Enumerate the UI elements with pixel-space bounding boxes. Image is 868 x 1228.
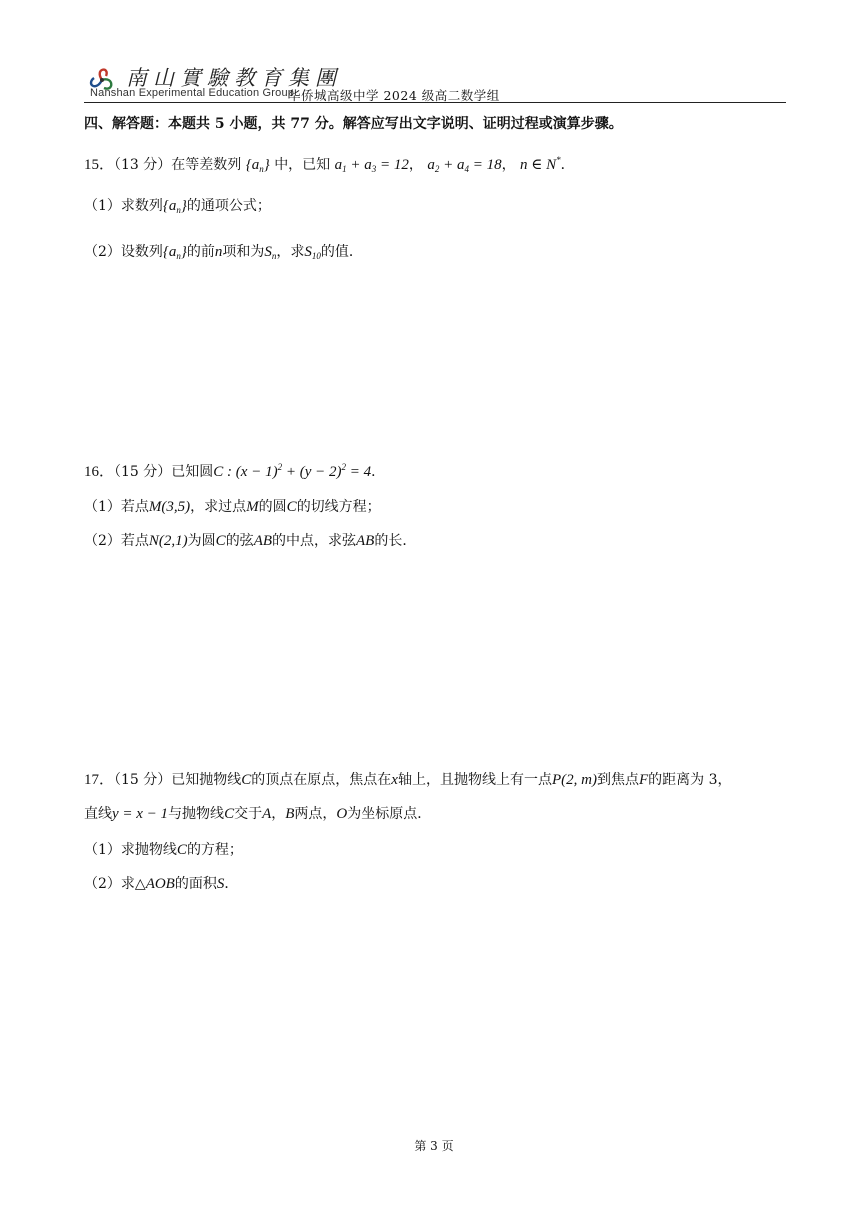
q17-p2-text: ．: [224, 876, 239, 892]
q15-p1-text: 的通项公式；: [186, 198, 271, 214]
q16-var-m: M: [246, 499, 259, 515]
q17-text: 的距离为 3，: [648, 772, 732, 788]
q15-sum-sn: $S_n$: [264, 244, 277, 261]
q15-number: 15．: [84, 157, 115, 173]
q17-text: 到焦点: [596, 772, 639, 788]
q17-text: 与抛物线: [168, 806, 225, 822]
q15-comma: ，: [501, 157, 516, 173]
q16-score: （15 分）: [114, 464, 172, 480]
q15-equation-2: $a_2 + a_4 = 18$: [427, 157, 502, 174]
q15-p2-label: （2）设数列: [84, 244, 163, 260]
q15-p2-text: 的值．: [320, 244, 363, 260]
school-name: 华侨城高级中学 2024 级高二数学组: [288, 88, 500, 103]
q16-p1-text: 的切线方程；: [296, 499, 381, 515]
q15-sum-s10: $S_{10}$: [304, 244, 321, 261]
q15-text: 中，已知: [274, 157, 331, 173]
q15-sequence: $\{a_n\}$: [162, 244, 187, 261]
logo-chinese-text: 南山實驗教育集團: [126, 66, 342, 90]
q17-part-2: [84, 874, 238, 894]
q16-point-n: N(2,1): [148, 533, 188, 549]
q17-line-2: [84, 804, 431, 824]
q15-part-2: [84, 242, 363, 266]
q15-sequence: $\{a_n\}$: [162, 198, 187, 215]
q17-point-p: P(2, m): [551, 772, 597, 788]
q17-var-o: O: [336, 806, 348, 822]
q16-var-ab: AB: [356, 533, 375, 549]
logo-english-text: Nanshan Experimental Education Group: [90, 87, 295, 99]
q15-part-1: [84, 196, 271, 220]
q15-p2-text: ，求: [276, 244, 305, 260]
q16-part-1: [84, 497, 381, 517]
question-15: [84, 150, 575, 179]
q16-p1-text: ，求过点: [190, 499, 247, 515]
q17-p1-label: （1）求抛物线: [84, 842, 177, 858]
q16-p1-text: 的圆: [258, 499, 287, 515]
q17-var-f: F: [638, 772, 649, 788]
q17-text: 已知抛物线: [171, 772, 242, 788]
page-header: [84, 58, 786, 104]
q16-p2-text: 为圆: [187, 533, 216, 549]
q16-var-c: C: [286, 499, 297, 515]
q16-point-m: M(3,5): [148, 499, 191, 515]
q17-var-a: A: [262, 806, 272, 822]
q16-number: 16．: [84, 464, 115, 480]
page-number: 第 3 页: [414, 1139, 454, 1153]
q16-var-c: C: [215, 533, 226, 549]
q17-var-c: C: [224, 806, 235, 822]
question-17: [84, 770, 732, 790]
q17-var-c: C: [241, 772, 252, 788]
q17-score: （15 分）: [114, 772, 172, 788]
q15-comma: ，: [408, 157, 423, 173]
q17-text: 轴上，且抛物线上有一点: [397, 772, 552, 788]
q17-var-c: C: [176, 842, 187, 858]
q17-p2-label: （2）求△: [84, 876, 146, 892]
q16-var-ab: AB: [253, 533, 273, 549]
q17-text: 交于: [234, 806, 263, 822]
q16-period: ．: [371, 464, 386, 480]
q15-domain: n ∈ N*: [520, 155, 561, 173]
q17-var-s: S: [216, 876, 225, 892]
q17-line-equation: y = x − 1: [112, 806, 169, 822]
q15-sequence: $\{a_n\}$: [245, 157, 270, 174]
q17-part-1: [84, 840, 243, 860]
q15-p2-text: 的前: [186, 244, 215, 260]
q17-triangle-aob: AOB: [145, 876, 175, 892]
q17-p1-text: 的方程；: [186, 842, 243, 858]
q16-p2-text: 的弦: [225, 533, 254, 549]
q16-p1-label: （1）若点: [84, 499, 149, 515]
q16-p2-text: 的中点，求弦: [272, 533, 357, 549]
q17-text: 为坐标原点．: [347, 806, 432, 822]
q17-number: 17．: [84, 772, 115, 788]
q15-var-n: n: [214, 244, 223, 260]
q16-part-2: [84, 531, 416, 551]
q16-circle-equation: C : $(x - 1)^2 + (y - 2)^2 = 4$: [213, 462, 372, 480]
q17-text: 两点，: [294, 806, 337, 822]
q15-period: ．: [560, 157, 575, 173]
q16-text: 已知圆: [171, 464, 214, 480]
header-divider: [84, 102, 786, 103]
q17-var-x: x: [391, 772, 398, 788]
q15-equation-1: $a_1 + a_3 = 12$: [334, 157, 409, 174]
q16-p2-label: （2）若点: [84, 533, 149, 549]
q17-text: 直线: [84, 806, 112, 822]
q16-p2-text: 的长．: [374, 533, 417, 549]
q15-text: 在等差数列: [171, 157, 242, 173]
q17-p2-text: 的面积: [174, 876, 217, 892]
q15-p2-text: 项和为: [222, 244, 265, 260]
q15-score: （13 分）: [114, 157, 172, 173]
q17-var-b: B: [285, 806, 295, 822]
q17-comma: ，: [271, 806, 286, 822]
question-16: [84, 457, 385, 482]
section-title: 四、解答题：本题共 5 小题，共 77 分。解答应写出文字说明、证明过程或演算步骤。: [84, 116, 623, 132]
q15-p1-label: （1）求数列: [84, 198, 163, 214]
q17-text: 的顶点在原点，焦点在: [251, 772, 392, 788]
